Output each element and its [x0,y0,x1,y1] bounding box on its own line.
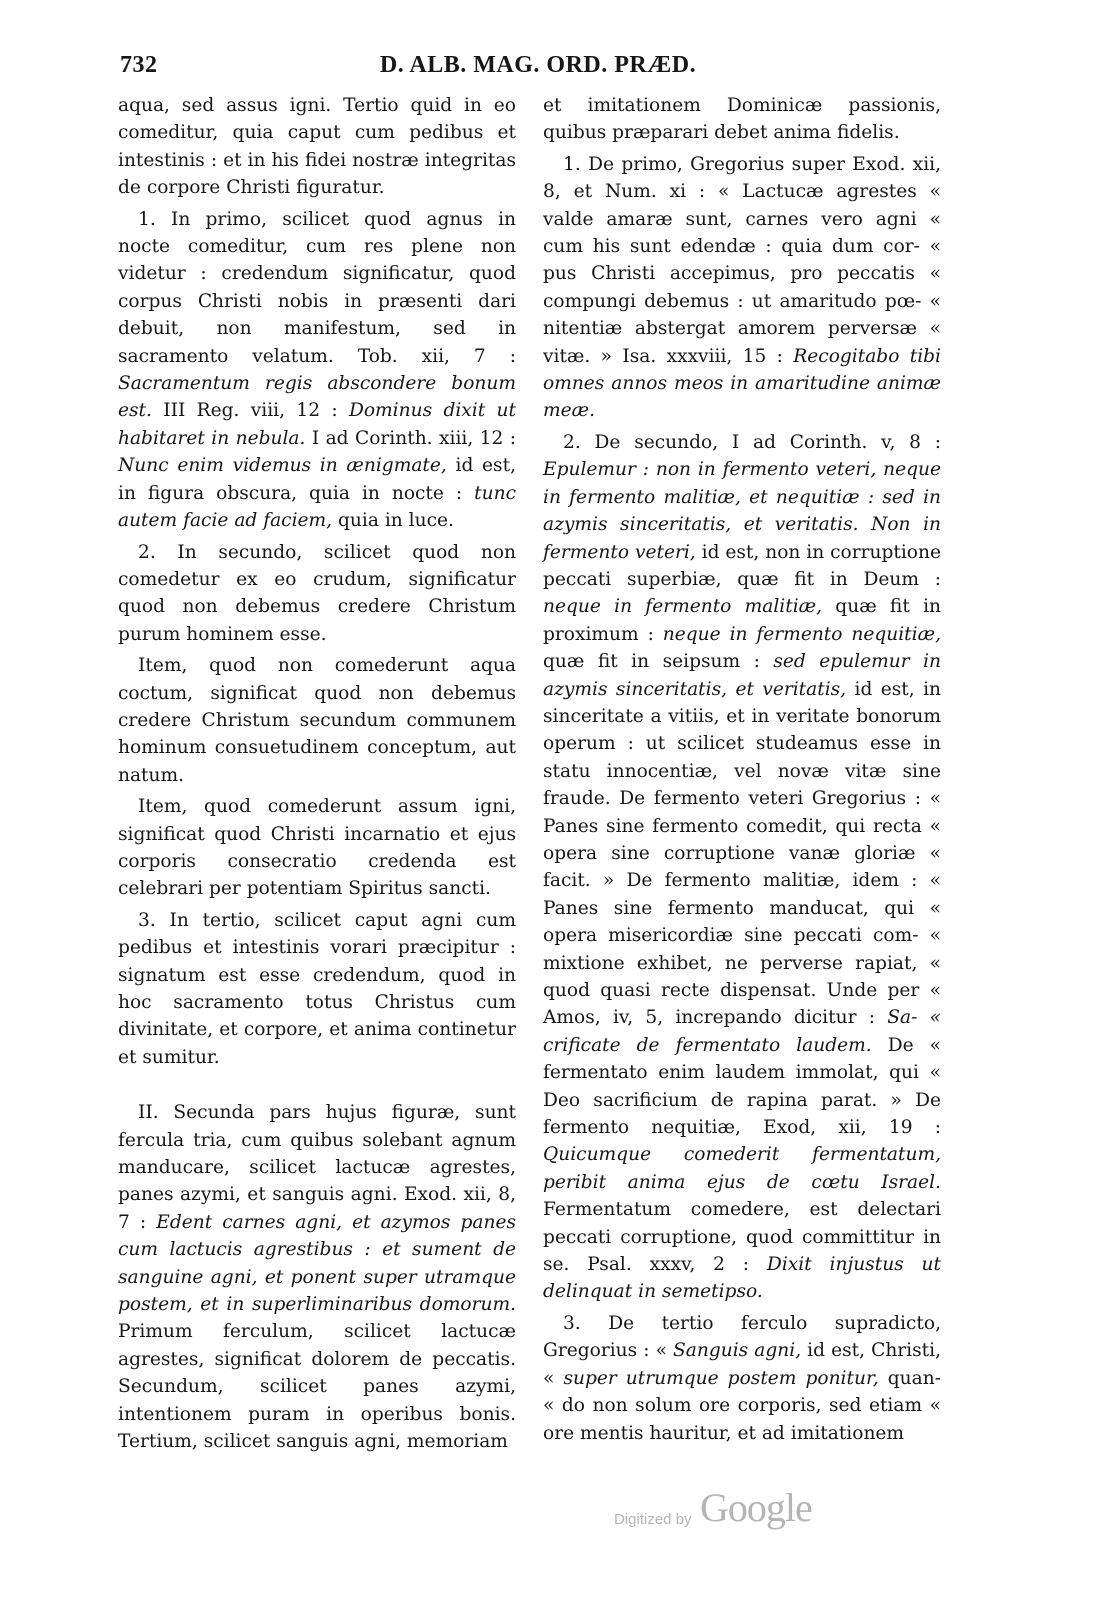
paragraph [118,652,516,789]
text-run: quan- « do non solum ore corporis, sed etiam « ore mentis hauritur, et ad imitationem [543,1367,941,1444]
italic-citation: neque in fermento malitiæ, [543,596,823,618]
text-run: Item, quod comederunt assum igni, significat quod Christi incarnatio et ejus corporis consecratio credenda est celebrari per potentiam Spiritus sancti. [118,796,516,900]
paragraph [543,151,941,425]
page-header [120,52,956,82]
running-title: D. ALB. MAG. ORD. PRÆD. [379,52,697,78]
text-run: 3. De tertio ferculo supradicto, Gregorius : « [543,1312,941,1362]
text-run: quæ fit in seipsum : [543,651,774,673]
text-run: 1. In primo, scilicet quod agnus in nocte comeditur, cum res plene non videtur : credendum significatur, quod corpus Christi nobis in præsenti dari debuit, non manifestum, sed in sacramento velatum. Tob. xii, 7 : [118,208,516,367]
text-run: id est, Christi, « [543,1340,941,1389]
page-number: 732 [120,52,158,78]
italic-citation: neque in fermento nequitiæ, [662,623,941,645]
italic-citation: Sacramentum regis abscondere bonum est. [118,373,516,422]
text-run: Primum ferculum, scilicet lactucæ agrestes, significat dolorem de peccatis. Secundum, scilicet panes azymi, intentionem puram in operibus bonis. Tertium, scilicet sanguis agni, memoriam [118,1321,516,1453]
google-logo: Google [700,1485,812,1530]
text-run: De « fermentato enim laudem immolat, qui « Deo sacrificium de rapina parat. » De fermento nequitiæ, Exod, xii, 19 : [543,1034,942,1139]
digitized-watermark [614,1484,834,1540]
italic-citation: tunc autem facie ad faciem, [118,482,516,532]
text-run: Fermentatum comedere, est delectari peccati corruptione, quod committitur in se. Psal. xxxv, 2 : [543,1199,941,1276]
text-run: aqua, sed assus igni. Tertio quid in eo comeditur, quia caput cum pedibus et intestinis : et in his fidei nostræ integritas de corpore Christi figuratur. [118,95,516,199]
text-run: id est, non in corruptione peccati superbiæ, quæ fit in Deum : [543,541,941,590]
left-column [118,92,516,1460]
digitized-by-text: Digitized by [614,1511,692,1528]
text-run: id est, in sinceritate a vitiis, et in veritate bonorum operum : ut scilicet studeamus esse in statu innocentiæ, vel novæ vitæ sine fraude. De fermento veteri Gregorius : « Panes sine fermento comedit, qui recta « opera sine corruptione vanæ gloriæ « facit. » De fermento malitiæ, idem : « Panes sine fermento manducat, qui « opera misericordiæ sine peccati com- « mixtione exhibet, ne perverse rapiat, « quod quasi recte dispensat. Unde per « Amos, iv, 5, increpando dicitur : [543,678,941,1029]
right-column [543,92,941,1451]
paragraph [118,206,516,535]
text-run: quia in luce. [332,510,454,532]
paragraph [118,907,516,1071]
text-run: 1. De primo, Gregorius super Exod. xii, 8, et Num. xi : « Lactucæ agrestes « valde amaræ sunt, carnes vero agni « cum his sunt edendæ : quia dum cor- « pus Christi accepimus, pro peccatis « compungi debemus : ut amaritudo pœ- « nitentiæ abstergat amorem perversæ « vitæ. » Isa. xxxviii, 15 : [543,153,941,367]
paragraph [118,1099,516,1455]
text-run: Item, quod non comederunt aqua coctum, significat quod non debemus credere Christum secundum communem hominum consuetudinem conceptum, aut natum. [118,655,516,786]
text-run: 2. De secundo, I ad Corinth. v, 8 : [563,431,941,453]
italic-citation: Recogitabo tibi omnes annos meos in amaritudine animæ meæ. [543,345,942,422]
text-run: 3. In tertio, scilicet caput agni cum pedibus et intestinis vorari præcipitur : signatum est esse credendum, quod in hoc sacramento totus Christus cum divinitate, et corpore, et anima continetur et sumitur. [118,909,516,1068]
italic-citation: Sanguis agni, [673,1340,802,1362]
text-run: et imitationem Dominicæ passionis, quibus præparari debet anima fidelis. [543,95,941,144]
paragraph [543,429,941,1306]
italic-citation: Epulemur : non in fermento veteri, neque in fermento malitiæ, et nequitiæ : sed in azymis sinceritatis, et veritatis. Non in fermento veteri, [543,459,941,563]
paragraph [543,1310,941,1447]
italic-citation: Dominus dixit ut habitaret in nebula. [118,400,516,449]
italic-citation: super utrumque postem ponitur, [563,1367,879,1389]
italic-citation: Edent carnes agni, et azymos panes cum lactucis agrestibus : et sument de sanguine agni, et ponent super utramque postem, et in superliminaribus domorum. [118,1211,516,1316]
italic-citation: sed epulemur in azymis sinceritatis, et veritatis, [543,651,941,700]
text-run: II. Secunda pars hujus figuræ, sunt fercula tria, cum quibus solebant agnum manducare, scilicet lactucæ agrestes, panes azymi, et sanguis agni. Exod. xii, 8, 7 : [118,1102,516,1233]
paragraph [543,92,941,147]
paragraph [118,539,516,649]
text-run: I ad Corinth. xiii, 12 : [305,427,517,449]
italic-citation: Quicumque comederit fermentatum, peribit anima ejus de cœtu Israel. [543,1144,941,1193]
text-run: III Reg. viii, 12 : [151,400,349,422]
text-run: quæ fit in proximum : [543,596,941,645]
italic-citation: Nunc enim videmus in ænigmate, [118,455,447,477]
paragraph [118,793,516,903]
italic-citation: Dixit injustus ut delinquat in semetipso. [543,1254,941,1303]
text-run: 2. In secundo, scilicet quod non comedetur ex eo crudum, significatur quod non debemus credere Christum purum hominem esse. [118,541,516,645]
text-run: id est, in figura obscura, quia in nocte : [118,455,516,504]
italic-citation: Sa- « crificate de fermentato laudem. [543,1007,941,1056]
paragraph [118,92,516,202]
